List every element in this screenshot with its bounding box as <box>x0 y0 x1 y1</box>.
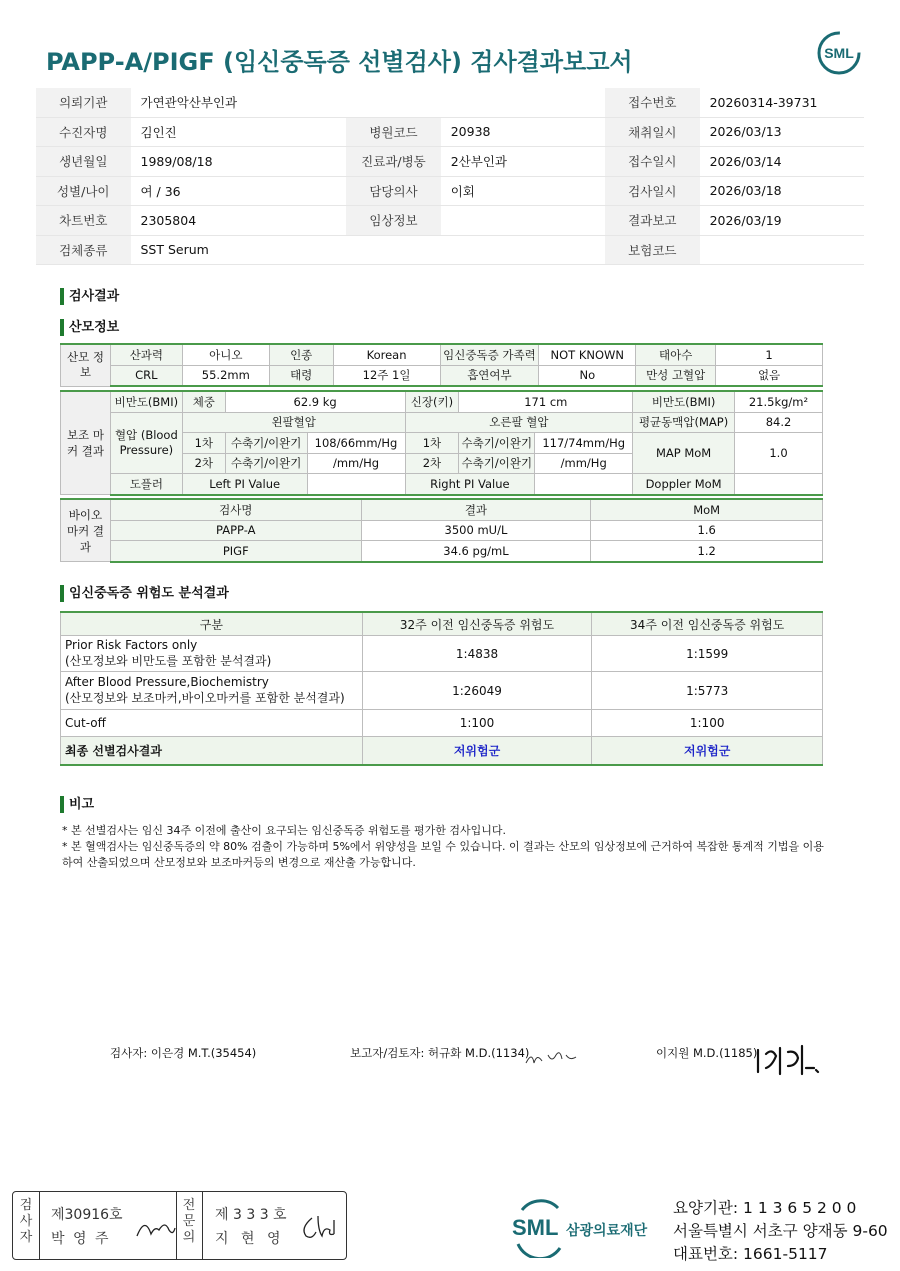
map-mom-label: MAP MoM <box>633 433 735 474</box>
page-title: PAPP-A/PIGF (임신중독증 선별검사) 검사결과보고서 <box>46 48 633 76</box>
final-result-label: 최종 선별검사결과 <box>61 737 363 766</box>
m-value: No <box>539 365 636 386</box>
bio-result: 34.6 pg/mL <box>361 541 591 562</box>
doppler-label: 도플러 <box>110 474 182 495</box>
left-arm-label: 왼팔혈압 <box>182 412 405 433</box>
sml-logo <box>816 30 862 76</box>
patient-info-table <box>36 88 864 265</box>
info-value: 1989/08/18 <box>131 147 347 177</box>
right-arm-label: 오른팔 혈압 <box>405 412 633 433</box>
reporter-signature-text: 보고자/검토자: 허규화 M.D.(1134) <box>350 1046 530 1060</box>
bmi-label-2: 비만도(BMI) <box>633 391 735 412</box>
m-value: NOT KNOWN <box>539 344 636 365</box>
reporter-signature <box>522 1045 582 1071</box>
info-label: 검체종류 <box>36 235 131 265</box>
bio-name: PAPP-A <box>110 520 361 541</box>
info-value: 2026/03/18 <box>700 176 864 206</box>
info-value: 2305804 <box>131 206 347 236</box>
info-value: 2026/03/13 <box>700 117 864 147</box>
bmi-label: 비만도(BMI) <box>110 391 182 412</box>
note-line: * 본 혈액검사는 임신중독증의 약 80% 검출이 가능하며 5%에서 위양성을 보일 수 있습니다. 이 결과는 산모의 임상정보에 근거하여 복잡한 통계적 기법을 이용하여 산출되었으며 산모정보와 보조마커등의 변경으로 재산출 가능합니다. <box>62 840 824 869</box>
height-value: 171 cm <box>459 391 633 412</box>
info-label <box>346 235 441 265</box>
info-label: 접수번호 <box>605 88 700 117</box>
final-result-32w: 저위험군 <box>362 737 592 766</box>
doctor-signature <box>752 1040 826 1076</box>
bio-group-label: 바이오 마커 결과 <box>61 499 111 562</box>
maternal-group-label: 산모 정보 <box>61 344 111 386</box>
note-line: * 본 선별검사는 임신 34주 이전에 출산이 요구되는 임신중독증 위험도를 평가한 검사입니다. <box>62 824 506 837</box>
info-value: 2026/03/14 <box>700 147 864 177</box>
m-label: 만성 고혈압 <box>636 365 716 386</box>
info-value: 20938 <box>441 117 605 147</box>
bio-header: MoM <box>591 499 823 520</box>
logo-text: SML <box>824 45 854 61</box>
left-bp-1: 108/66mm/Hg <box>307 433 405 454</box>
bio-name: PIGF <box>110 541 361 562</box>
bio-mom: 1.6 <box>591 520 823 541</box>
info-value <box>700 235 864 265</box>
risk-32w: 1:4838 <box>362 636 592 672</box>
tester-signature-text: 검사자: 이은경 M.T.(35454) <box>110 1046 257 1060</box>
right-bp-1: 117/74mm/Hg <box>535 433 633 454</box>
risk-32w: 1:26049 <box>362 672 592 710</box>
risk-header: 34주 이전 임신중독증 위험도 <box>592 612 823 636</box>
bp-label: 혈압 (Blood Pressure) <box>110 412 182 474</box>
weight-label: 체중 <box>182 391 225 412</box>
bio-mom: 1.2 <box>591 541 823 562</box>
info-label: 차트번호 <box>36 206 131 236</box>
info-row <box>36 117 864 147</box>
second-label: 2차 <box>405 453 459 474</box>
left-bp-2: /mm/Hg <box>307 453 405 474</box>
stamp-right-name: 지 현 영 <box>215 1231 285 1247</box>
section-maternal: 산모정보 <box>60 319 119 336</box>
bio-header: 검사명 <box>110 499 361 520</box>
info-label: 진료과/병동 <box>346 147 441 177</box>
doppler-mom-value <box>735 474 823 495</box>
info-label: 보험코드 <box>605 235 700 265</box>
notes <box>62 823 832 871</box>
m-label: 임신중독증 가족력 <box>440 344 539 365</box>
map-label: 평균동맥압(MAP) <box>633 412 735 433</box>
first-label: 1차 <box>182 433 225 454</box>
map-value: 84.2 <box>735 412 823 433</box>
weight-value: 62.9 kg <box>225 391 405 412</box>
info-label: 수진자명 <box>36 117 131 147</box>
right-pi-value <box>535 474 633 495</box>
info-value <box>441 206 605 236</box>
section-risk: 임신중독증 위험도 분석결과 <box>60 585 229 602</box>
m-value: 아니오 <box>182 344 269 365</box>
info-value: 김인진 <box>131 117 347 147</box>
info-label: 성별/나이 <box>36 176 131 206</box>
info-label: 검사일시 <box>605 176 700 206</box>
m-label: 흡연여부 <box>440 365 539 386</box>
risk-32w: 1:100 <box>362 710 592 737</box>
risk-table <box>60 611 823 766</box>
marker-table <box>60 390 823 496</box>
map-mom-value: 1.0 <box>735 433 823 474</box>
risk-header: 구분 <box>61 612 363 636</box>
marker-group-label: 보조 마커 결과 <box>61 391 111 495</box>
final-result-34w: 저위험군 <box>592 737 823 766</box>
info-label: 의뢰기관 <box>36 88 131 117</box>
info-value: 가연관악산부인과 <box>131 88 347 117</box>
info-label: 임상정보 <box>346 206 441 236</box>
info-value: 여 / 36 <box>131 176 347 206</box>
bmi-value: 21.5kg/m² <box>735 391 823 412</box>
license-stamp <box>12 1191 347 1260</box>
footer-info <box>673 1197 888 1266</box>
sysdia-label: 수축기/이완기 <box>225 453 307 474</box>
info-value <box>441 88 605 117</box>
stamp-right-signature <box>298 1212 342 1242</box>
maternal-table <box>60 343 823 387</box>
sysdia-label: 수축기/이완기 <box>459 453 535 474</box>
info-label: 채취일시 <box>605 117 700 147</box>
sysdia-label: 수축기/이완기 <box>459 433 535 454</box>
footer-org: 삼광의료재단 <box>566 1223 648 1239</box>
doctor-signature-text: 이지원 M.D.(1185) <box>656 1046 758 1060</box>
risk-header: 32주 이전 임신중독증 위험도 <box>362 612 592 636</box>
sysdia-label: 수축기/이완기 <box>225 433 307 454</box>
footer-phone: 대표번호: 1661-5117 <box>673 1245 828 1263</box>
section-result: 검사결과 <box>60 288 119 305</box>
section-note: 비고 <box>60 796 94 813</box>
height-label: 신장(키) <box>405 391 459 412</box>
info-value: 2산부인과 <box>441 147 605 177</box>
left-pi-value <box>307 474 405 495</box>
footer-logo-text: SML <box>512 1215 559 1240</box>
first-label: 1차 <box>405 433 459 454</box>
risk-34w: 1:5773 <box>592 672 823 710</box>
info-value: 20260314-39731 <box>700 88 864 117</box>
risk-34w: 1:1599 <box>592 636 823 672</box>
info-value: SST Serum <box>131 235 347 265</box>
stamp-right-no: 제 3 3 3 호 <box>215 1207 287 1223</box>
info-label: 병원코드 <box>346 117 441 147</box>
bio-header: 결과 <box>361 499 591 520</box>
bio-result: 3500 mU/L <box>361 520 591 541</box>
info-value: 이회 <box>441 176 605 206</box>
stamp-left-name: 박 영 주 <box>51 1231 111 1247</box>
doppler-mom-label: Doppler MoM <box>633 474 735 495</box>
info-row <box>36 176 864 206</box>
info-row <box>36 147 864 177</box>
m-label: CRL <box>110 365 182 386</box>
m-value: 1 <box>716 344 823 365</box>
footer-code: 요양기관: 1 1 3 6 5 2 0 0 <box>673 1199 857 1217</box>
m-label: 인종 <box>269 344 333 365</box>
info-value <box>441 235 605 265</box>
info-row <box>36 235 864 265</box>
risk-row-label: Prior Risk Factors only (산모정보와 비만도를 포함한 분석결과) <box>61 636 363 672</box>
m-value: 12주 1일 <box>333 365 440 386</box>
info-label: 결과보고 <box>605 206 700 236</box>
m-value: 없음 <box>716 365 823 386</box>
info-label: 생년월일 <box>36 147 131 177</box>
m-value: Korean <box>333 344 440 365</box>
risk-row-label: After Blood Pressure,Biochemistry (산모정보와 보조마커,바이오마커를 포함한 분석결과) <box>61 672 363 710</box>
right-bp-2: /mm/Hg <box>535 453 633 474</box>
info-value: 2026/03/19 <box>700 206 864 236</box>
info-label <box>346 88 441 117</box>
info-row <box>36 88 864 117</box>
m-label: 태령 <box>269 365 333 386</box>
risk-34w: 1:100 <box>592 710 823 737</box>
m-value: 55.2mm <box>182 365 269 386</box>
footer-logo <box>508 1198 668 1258</box>
m-label: 산과력 <box>110 344 182 365</box>
stamp-left-signature <box>133 1216 177 1242</box>
m-label: 태아수 <box>636 344 716 365</box>
info-label: 담당의사 <box>346 176 441 206</box>
stamp-left-title: 검사자 <box>19 1198 33 1245</box>
right-pi-label: Right PI Value <box>405 474 535 495</box>
footer-address: 서울특별시 서초구 양재동 9-60 <box>673 1222 888 1240</box>
stamp-left-no: 제30916호 <box>51 1207 123 1223</box>
info-label: 접수일시 <box>605 147 700 177</box>
stamp-right-title: 전문의 <box>182 1198 196 1245</box>
info-row <box>36 206 864 236</box>
biomarker-table <box>60 498 823 563</box>
second-label: 2차 <box>182 453 225 474</box>
risk-row-label: Cut-off <box>61 710 363 737</box>
left-pi-label: Left PI Value <box>182 474 307 495</box>
